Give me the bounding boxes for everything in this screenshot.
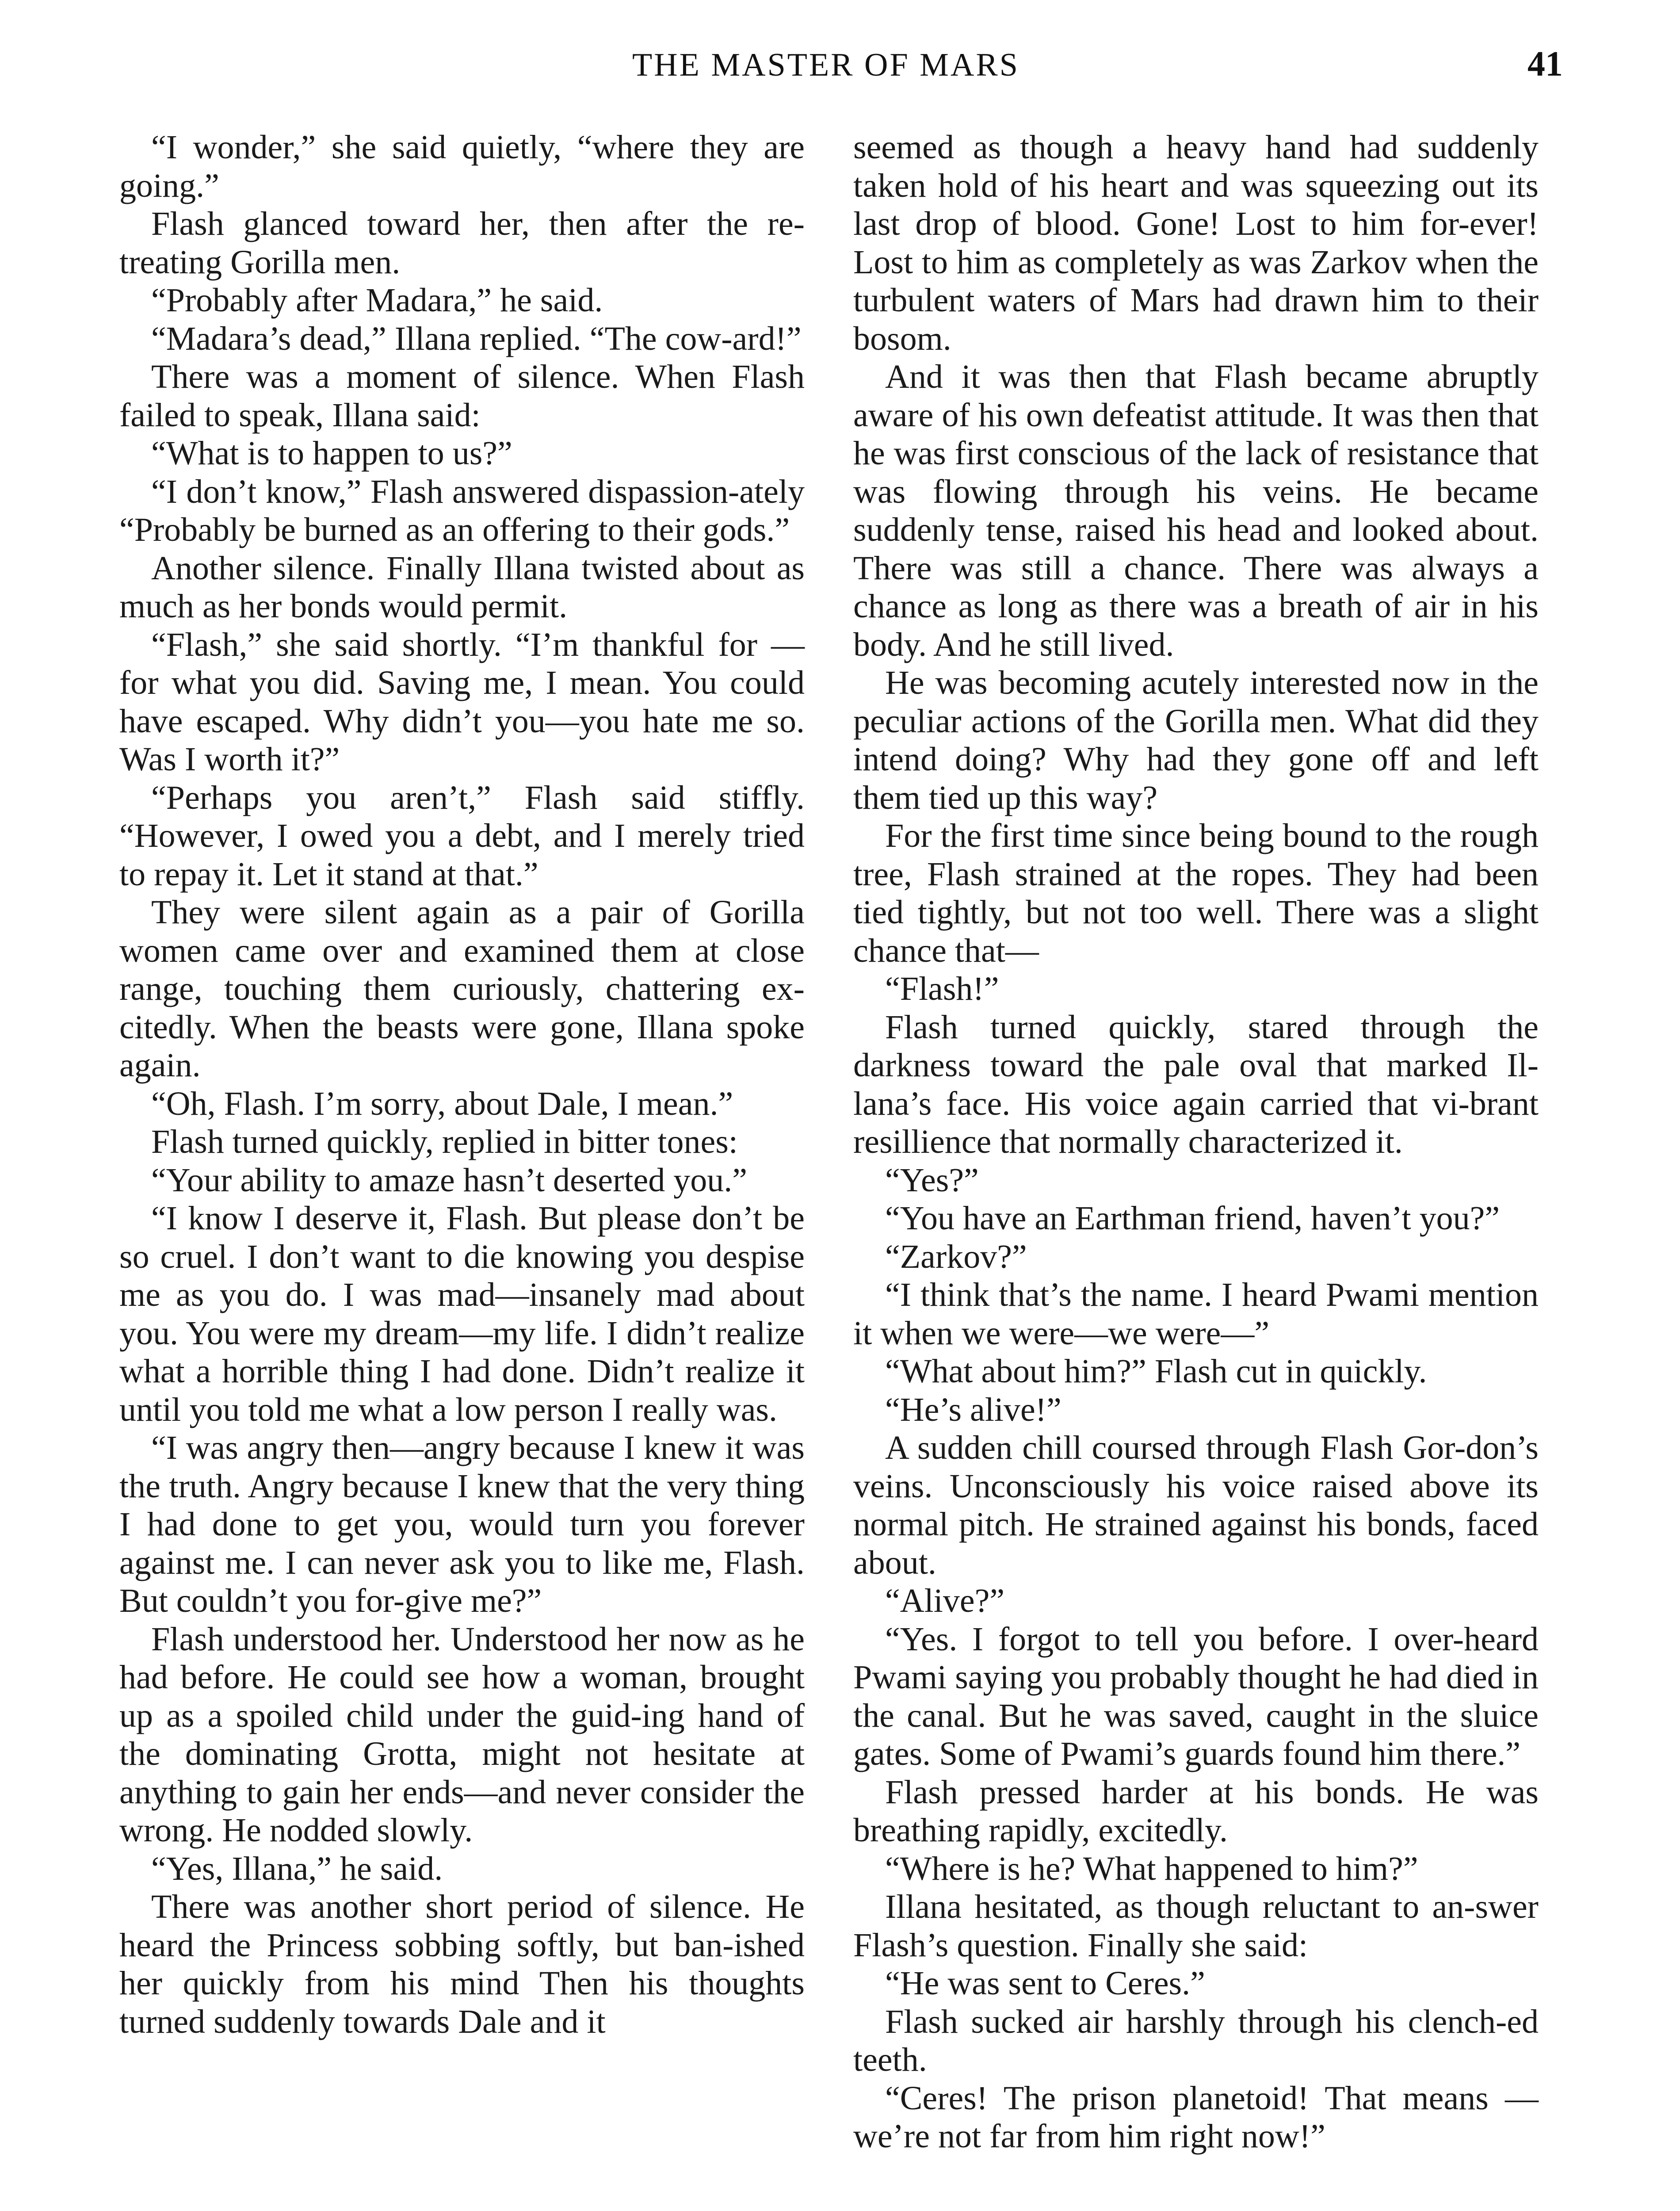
paragraph: Flash turned quickly, replied in bitter tones: (151, 1123, 738, 1160)
paragraph: “Yes, Illana,” he said. (151, 1850, 443, 1887)
paragraph: A sudden chill coursed through Flash Gor-don’s veins. Unconsciously his voice raised above its normal pitch. He strained against his bonds, faced about. (853, 1429, 1539, 1581)
paragraph: “Perhaps you aren’t,” Flash said stiffly. “However, I owed you a debt, and I merely tried to repay it. Let it stand at that.” (119, 779, 805, 893)
paragraph: “I wonder,” she said quietly, “where they are going.” (119, 129, 805, 204)
paragraph: “I don’t know,” Flash answered dispassion-ately “Probably be burned as an offering to their gods.” (119, 473, 805, 548)
paragraph: “What about him?” Flash cut in quickly. (885, 1353, 1427, 1390)
paragraph: “You have an Earthman friend, haven’t you?” (885, 1200, 1500, 1237)
paragraph: “Yes. I forgot to tell you before. I over-heard Pwami saying you probably thought he had died in the canal. But he was saved, caught in the sluice gates. Some of Pwami’s guards found him there.” (853, 1620, 1539, 1772)
paragraph: There was a moment of silence. When Flash failed to speak, Illana said: (119, 358, 805, 434)
paragraph: For the first time since being bound to the rough tree, Flash strained at the ropes. They had been tied tightly, but not too well. There was a slight chance that— (853, 817, 1539, 969)
paragraph: “Yes?” (885, 1161, 979, 1199)
paragraph: “Where is he? What happened to him?” (885, 1850, 1418, 1887)
paragraph: And it was then that Flash became abruptly aware of his own defeatist attitude. It was then that he was first conscious of the lack of resistance that was flowing through his veins. He became suddenly tense, raised his head and looked about. There was still a chance. There was always a chance as long as there was a breath of air in his body. And he still lived. (853, 358, 1539, 663)
paragraph: “Ceres! The prison planetoid! That means —we’re not far from him right now!” (853, 2079, 1539, 2155)
paragraph: “Probably after Madara,” he said. (151, 282, 603, 319)
paragraph: He was becoming acutely interested now in the peculiar actions of the Gorilla men. What did they intend doing? Why had they gone off and left them tied up this way? (853, 664, 1539, 816)
paragraph: “He’s alive!” (885, 1391, 1061, 1428)
paragraph: “Alive?” (885, 1582, 1005, 1619)
paragraph: Another silence. Finally Illana twisted about as much as her bonds would permit. (119, 549, 805, 625)
paragraph: Flash pressed harder at his bonds. He was breathing rapidly, excitedly. (853, 1773, 1539, 1849)
paragraph: “What is to happen to us?” (151, 435, 512, 472)
paragraph: “Oh, Flash. I’m sorry, about Dale, I mean.” (151, 1085, 733, 1122)
paragraph: “Your ability to amaze hasn’t deserted you.” (151, 1161, 747, 1199)
paragraph: seemed as though a heavy hand had suddenly taken hold of his heart and was squeezing out its last drop of blood. Gone! Lost to him for-ever! Lost to him as completely as was Zarkov when the turbulent waters of Mars had drawn him to their bosom. (853, 129, 1539, 357)
paragraph: Illana hesitated, as though reluctant to an-swer Flash’s question. Finally she said: (853, 1888, 1539, 1964)
paragraph: Flash understood her. Understood her now as he had before. He could see how a woman, brought up as a spoiled child under the guid-ing hand of the dominating Grotta, might not hesitate at anything to gain her ends—and never consider the wrong. He nodded slowly. (119, 1620, 805, 1849)
paragraph: “Zarkov?” (885, 1238, 1027, 1275)
paragraph: “I think that’s the name. I heard Pwami mention it when we were—we were—” (853, 1276, 1539, 1352)
paragraph: “I know I deserve it, Flash. But please don’t be so cruel. I don’t want to die knowing you despise me as you do. I was mad—insanely mad about you. You were my dream—my life. I didn’t realize what a horrible thing I had done. Didn’t realize it until you told me what a low person I really was. (119, 1200, 805, 1428)
paragraph: “Flash!” (885, 970, 999, 1007)
page-number: 41 (1527, 45, 1563, 84)
paragraph: “Madara’s dead,” Illana replied. “The cow-ard!” (151, 320, 802, 357)
paragraph: “Flash,” she said shortly. “I’m thankful for —for what you did. Saving me, I mean. You could have escaped. Why didn’t you—you hate me so. Was I worth it?” (119, 626, 805, 778)
paragraph: There was another short period of silence. He heard the Princess sobbing softly, but ban-ished her quickly from his mind Then his thoughts turned suddenly towards Dale and it (119, 1888, 805, 2040)
right-column (853, 128, 1539, 2156)
paragraph: Flash sucked air harshly through his clench-ed teeth. (853, 2003, 1539, 2078)
left-column (119, 128, 805, 2041)
paragraph: “He was sent to Ceres.” (885, 1965, 1205, 2002)
paragraph: Flash glanced toward her, then after the re-treating Gorilla men. (119, 205, 805, 281)
paragraph: “I was angry then—angry because I knew it was the truth. Angry because I knew that the very thing I had done to get you, would turn you forever against me. I can never ask you to like me, Flash. But couldn’t you for-give me?” (119, 1429, 805, 1619)
running-head: THE MASTER OF MARS (632, 47, 1019, 83)
paragraph: Flash turned quickly, stared through the darkness toward the pale oval that marked Il-lana’s face. His voice again carried that vi-brant resillience that normally characterized it. (853, 1008, 1539, 1160)
paragraph: They were silent again as a pair of Gorilla women came over and examined them at close range, touching them curiously, chattering ex-citedly. When the beasts were gone, Illana spoke again. (119, 894, 805, 1084)
